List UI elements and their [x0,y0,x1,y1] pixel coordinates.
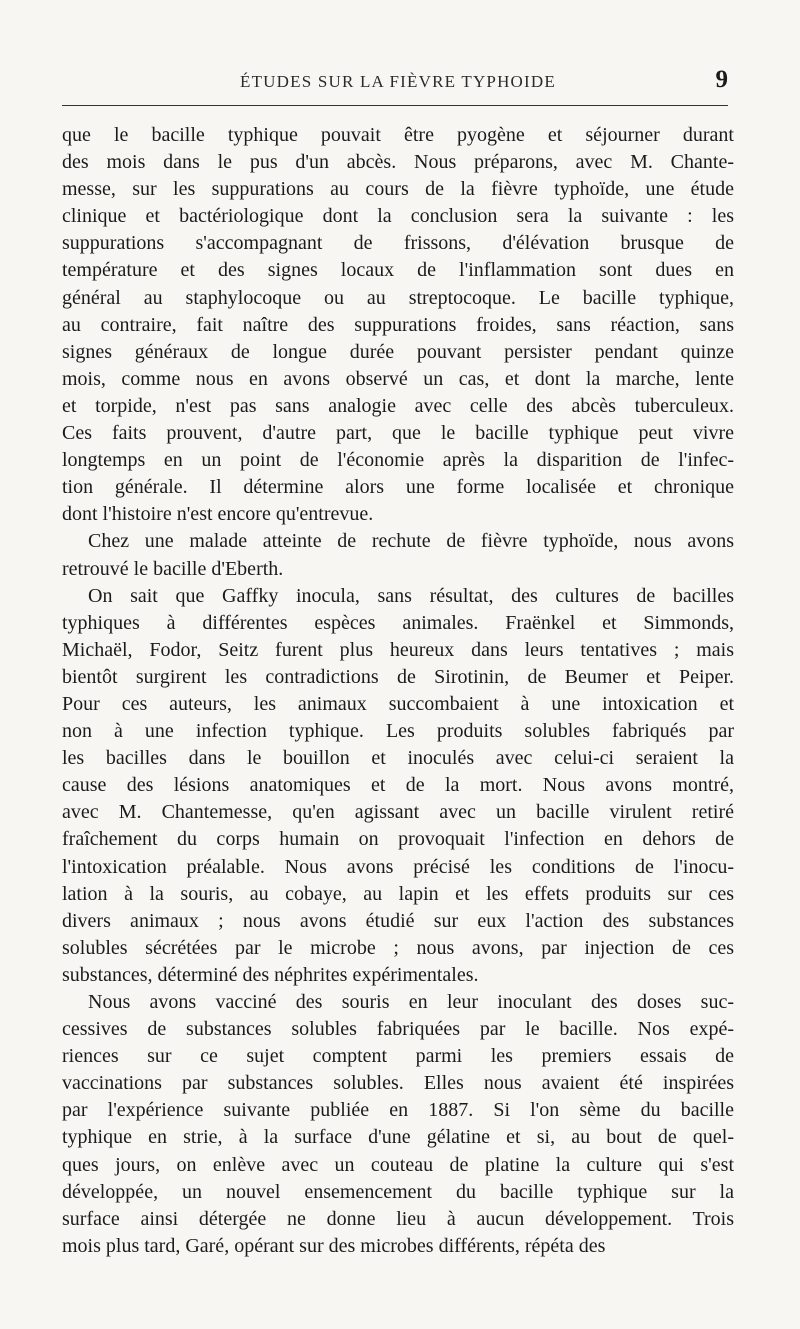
text-line: mois plus tard, Garé, opérant sur des microbes différents, répéta des [62,1234,606,1257]
text-line: Ces faits prouvent, d'autre part, que le bacille typhique peut vivre [62,422,734,445]
text-line: clinique et bactériologique dont la conclusion sera la suivante : les [62,205,734,228]
text-line: bientôt surgirent les contradictions de Sirotinin, de Beumer et Peiper. [62,665,734,688]
text-line: l'intoxication préalable. Nous avons précisé les conditions de l'inocu- [62,855,734,878]
text-line: au contraire, fait naître des suppurations froides, sans réaction, sans [62,313,734,336]
text-line: messe, sur les suppurations au cours de la fièvre typhoïde, une étude [62,178,734,201]
body-text [62,122,734,1260]
text-line: dont l'histoire n'est encore qu'entrevue. [62,503,374,526]
paragraph [62,989,734,1260]
text-line: ques jours, on enlève avec un couteau de platine la culture qui s'est [62,1153,734,1176]
text-line: divers animaux ; nous avons étudié sur eux l'action des substances [62,909,734,932]
text-line: des mois dans le pus d'un abcès. Nous préparons, avec M. Chante- [62,151,734,174]
text-line: Nous avons vacciné des souris en leur inoculant des doses suc- [88,991,734,1013]
text-line: typhiques à différentes espèces animales. Fraënkel et Simmonds, [62,611,734,634]
text-line: que le bacille typhique pouvait être pyogène et séjourner durant [62,124,734,146]
text-line: cessives de substances solubles fabriquées par le bacille. Nos expé- [62,1018,734,1041]
text-line: fraîchement du corps humain on provoquait l'infection en dehors de [62,828,734,851]
text-line: général au staphylocoque ou au streptocoque. Le bacille typhique, [62,286,734,309]
paragraph [62,528,734,582]
text-line: avec M. Chantemesse, qu'en agissant avec un bacille virulent retiré [62,801,734,824]
text-line: tion générale. Il détermine alors une forme localisée et chronique [62,476,734,499]
text-line: longtemps en un point de l'économie après la disparition de l'infec- [62,449,734,472]
text-line: Michaël, Fodor, Seitz furent plus heureux dans leurs tentatives ; mais [62,638,734,661]
text-line: température et des signes locaux de l'inflammation sont dues en [62,259,734,282]
text-line: suppurations s'accompagnant de frissons, d'élévation brusque de [62,232,734,255]
text-line: substances, déterminé des néphrites expérimentales. [62,963,479,986]
text-line: vaccinations par substances solubles. Elles nous avaient été inspirées [62,1072,734,1095]
text-line: par l'expérience suivante publiée en 1887. Si l'on sème du bacille [62,1099,734,1122]
text-line: mois, comme nous en avons observé un cas, et dont la marche, lente [62,367,734,390]
page-number: 9 [715,66,728,93]
text-line: développée, un nouvel ensemencement du bacille typhique sur la [62,1180,734,1203]
text-line: cause des lésions anatomiques et de la mort. Nous avons montré, [62,774,734,797]
text-line: typhique en strie, à la surface d'une gélatine et si, au bout de quel- [62,1126,734,1149]
text-line: Chez une malade atteinte de rechute de fièvre typhoïde, nous avons [88,530,734,553]
text-line: et torpide, n'est pas sans analogie avec celle des abcès tuberculeux. [62,394,734,417]
text-line: surface ainsi détergée ne donne lieu à aucun développement. Trois [62,1207,734,1230]
text-line: retrouvé le bacille d'Eberth. [62,557,284,580]
header-rule [62,105,728,106]
page-header [62,64,734,104]
text-line: solubles sécrétées par le microbe ; nous avons, par injection de ces [62,936,734,959]
text-line: lation à la souris, au cobaye, au lapin et les effets produits sur ces [62,882,734,905]
paragraph [62,583,734,989]
text-line: non à une infection typhique. Les produits solubles fabriqués par [62,720,734,743]
text-line: riences sur ce sujet comptent parmi les premiers essais de [62,1045,734,1068]
text-line: Pour ces auteurs, les animaux succombaient à une intoxication et [62,692,734,715]
running-title: ÉTUDES SUR LA FIÈVRE TYPHOIDE [240,72,556,91]
text-line: signes généraux de longue durée pouvant persister pendant quinze [62,340,734,363]
text-line: On sait que Gaffky inocula, sans résultat, des cultures de bacilles [88,584,734,607]
text-line: les bacilles dans le bouillon et inoculés avec celui-ci seraient la [62,747,734,770]
paragraph [62,122,734,528]
